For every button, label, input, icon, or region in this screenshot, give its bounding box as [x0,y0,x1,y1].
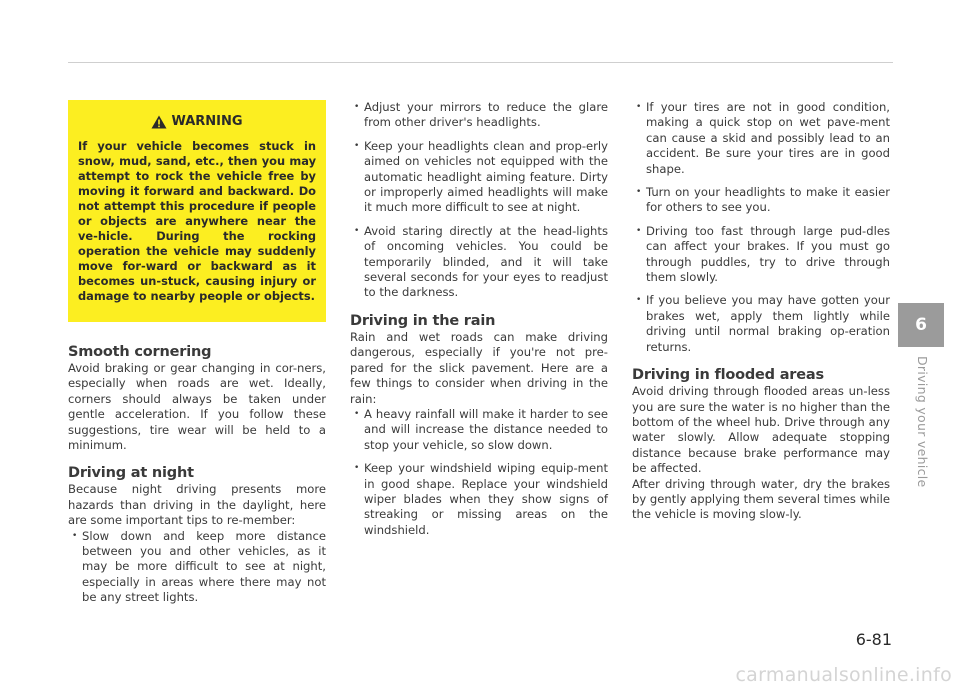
list-item: • Keep your windshield wiping equip-ment in good shape. Replace your windshield wiper blades when they show signs of streaking or missing areas on the windshield. [350,461,608,538]
flooded-text-1: Avoid driving through flooded areas un-less you are sure the water is no higher than the bottom of the wheel hub. Drive through any water slowly. Allow adequate stopping distance because brake performance may be affected. [632,384,890,476]
rain-tips-list-1 [350,407,608,538]
night-intro-text: Because night driving presents more hazards than driving in the daylight, here are some important tips to re-member: [68,482,326,528]
list-item: • Driving too fast through large pud-dles can affect your brakes. If you must go through puddles, try to drive through them slowly. [632,224,890,286]
night-tips-list-2 [350,100,608,301]
warning-text: If your vehicle becomes stuck in snow, mud, sand, etc., then you may attempt to rock the vehicle free by moving it forward and backward. Do not attempt this procedure if people or objects are anywhere near the ve-hicle. During the rocking operation the vehicle may suddenly move for-ward or backward as it becomes un-stuck, causing injury or damage to nearby people or objects. [78,139,316,303]
column-2 [350,100,608,546]
list-item: • Avoid staring directly at the head-lights of oncoming vehicles. You could be temporarily blinded, and it will take several seconds for your eyes to readjust to the darkness. [350,224,608,301]
heading-driving-flooded-areas: Driving in flooded areas [632,367,824,384]
smooth-cornering-text: Avoid braking or gear changing in cor-ners, especially when roads are wet. Ideally, corners should always be taken under gentle acceleration. If you follow these suggestions, tire wear will be held to a minimum. [68,361,326,453]
list-item: • If your tires are not in good condition, making a quick stop on wet pave-ment can cause a skid and possibly lead to an accident. Be sure your tires are in good shape. [632,100,890,177]
list-item: • If you believe you may have gotten your brakes wet, apply them lightly while driving until normal braking op-eration returns. [632,293,890,355]
column-1 [68,100,326,614]
column-3 [632,100,890,523]
chapter-number: 6 [915,315,927,335]
list-item: • A heavy rainfall will make it harder to see and will increase the distance needed to stop your vehicle, so slow down. [350,407,608,453]
warning-title: WARNING [171,114,243,129]
warning-triangle-icon [151,115,167,129]
watermark: carmanualsonline.info [735,664,952,686]
page-number: 6-81 [855,630,892,649]
list-item: • Slow down and keep more distance between you and other vehicles, as it may be more difficult to see at night, especially in areas where there may not be any street lights. [68,529,326,606]
night-tips-list-1 [68,529,326,606]
heading-driving-in-rain: Driving in the rain [350,312,496,329]
list-item: • Adjust your mirrors to reduce the glare from other driver's headlights. [350,100,608,131]
flooded-text-2: After driving through water, dry the brakes by gently applying them several times while the vehicle is moving slow-ly. [632,476,890,522]
warning-box [68,100,326,322]
chapter-title: Driving your vehicle [915,356,930,488]
chapter-tab [898,303,944,347]
top-divider [68,62,893,63]
heading-smooth-cornering: Smooth cornering [68,344,212,360]
rain-tips-list-2 [632,100,890,355]
rain-intro-text: Rain and wet roads can make driving dangerous, especially if you're not pre-pared for the slick pavement. Here are a few things to consider when driving in the rain: [350,329,608,406]
heading-driving-at-night: Driving at night [68,465,194,482]
list-item: • Keep your headlights clean and prop-erly aimed on vehicles not equipped with the automatic headlight aiming feature. Dirty or improperly aimed headlights will make it much more difficult to see at night. [350,139,608,216]
warning-header [78,114,316,129]
list-item: • Turn on your headlights to make it easier for others to see you. [632,185,890,216]
